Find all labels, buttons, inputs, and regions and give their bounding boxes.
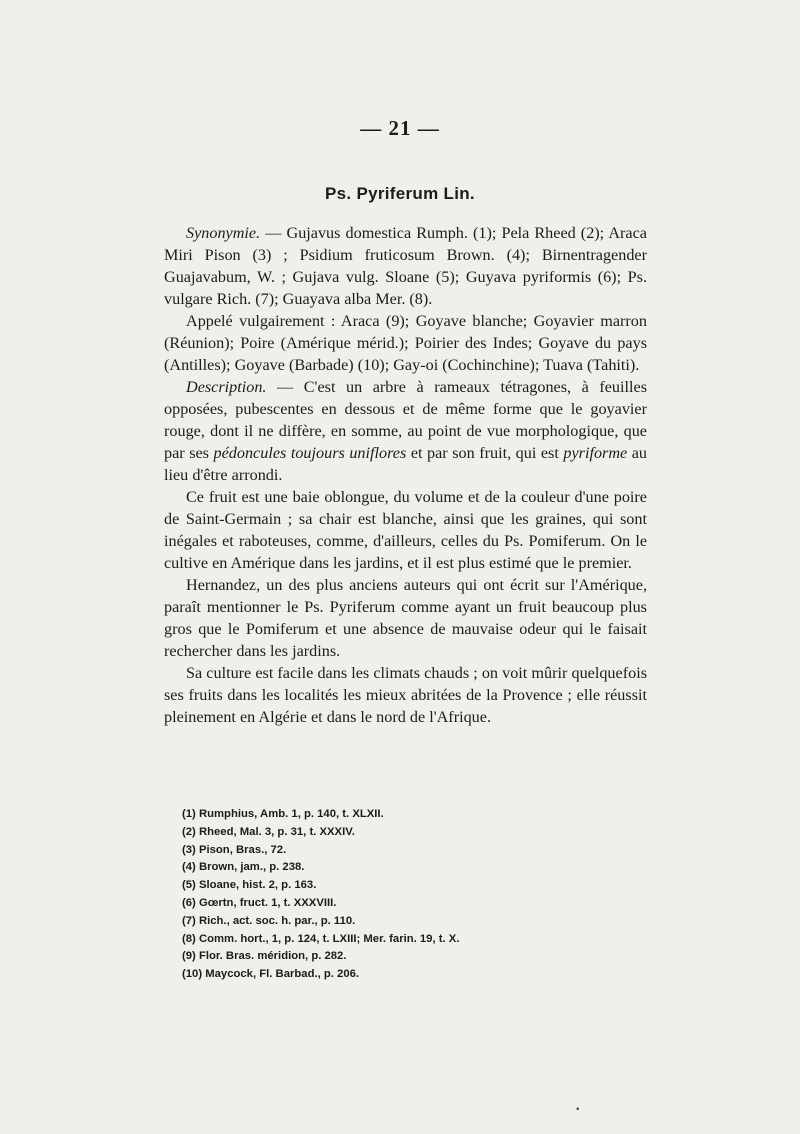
scan-speck: ▪ (576, 1104, 580, 1115)
footnote: (8) Comm. hort., 1, p. 124, t. LXIII; Mer. farin. 19, t. X. (182, 932, 460, 945)
footnote: (4) Brown, jam., p. 238. (182, 861, 305, 874)
paragraph-fruit (164, 486, 647, 574)
paragraph-text: — C'est un arbre à rameaux tétragones, à feuilles opposées, pubescentes en dessous et de même forme que le goyavier rouge, dont il ne diffère, en somme, au point de vue morphologique, que par ses (164, 378, 647, 462)
footnote: (2) Rheed, Mal. 3, p. 31, t. XXXIV. (182, 825, 355, 838)
paragraph-text: Sa culture est facile dans les climats chauds ; on voit mûrir quelquefois ses fruits dans les localités les mieux abritées de la Provence ; elle réussit pleinement en Algérie et dans le nord de l'Afrique. (164, 664, 647, 726)
paragraph-text: et par son fruit, qui est (406, 444, 564, 462)
footnote: (5) Sloane, hist. 2, p. 163. (182, 879, 317, 892)
paragraph-description (164, 376, 647, 486)
paragraph-appele (164, 310, 647, 376)
body-text (164, 222, 647, 728)
italic-phrase: pédoncules toujours uniflores (213, 444, 407, 462)
paragraph-text: — Gujavus domestica Rumph. (1); Pela Rheed (2); Araca Miri Pison (3) ; Psidium fruticosum Brown. (4); Birnentragender Guajavabum, W. ; Gujava vulg. Sloane (5); Guyava pyriformis (6); Ps. vulgare Rich. (7); Guayava alba Mer. (8). (164, 224, 647, 308)
paragraph-label: Synonymie. (186, 224, 261, 242)
page-number: — 21 — (360, 116, 440, 140)
paragraph-culture (164, 662, 647, 728)
paragraph-synonymie (164, 222, 647, 310)
footnote: (6) Gœrtn, fruct. 1, t. XXXVIII. (182, 896, 337, 909)
footnote: (7) Rich., act. soc. h. par., p. 110. (182, 914, 356, 927)
italic-phrase: pyriforme (563, 444, 628, 462)
paragraph-label: Description. (186, 378, 267, 396)
footnote: (1) Rumphius, Amb. 1, p. 140, t. XLXII. (182, 808, 384, 820)
paragraph-hernandez (164, 574, 647, 662)
footnote: (3) Pison, Bras., 72. (182, 843, 287, 856)
paragraph-text: au lieu d'être arrondi. (164, 444, 648, 484)
paragraph-text: Ce fruit est une baie oblongue, du volume et de la couleur d'une poire de Saint-Germain ; sa chair est blanche, ainsi que les graines, qui sont inégales et raboteuses, comme, d'ailleurs, celles du Ps. Pomiferum. On le cultive en Amérique dans les jardins, et il est plus estimé que le premier. (164, 488, 647, 572)
footnote: (9) Flor. Bras. méridion, p. 282. (182, 950, 347, 963)
footnotes (182, 806, 642, 984)
paragraph-text: Hernandez, un des plus anciens auteurs qui ont écrit sur l'Amérique, paraît mentionner le Ps. Pyriferum comme ayant un fruit beaucoup plus gros que le Pomiferum et une absence de mauvaise odeur qui le faisait rechercher dans les jardins. (164, 576, 647, 660)
section-heading: Ps. Pyriferum Lin. (325, 184, 475, 203)
footnote: (10) Maycock, Fl. Barbad., p. 206. (182, 968, 360, 981)
paragraph-text: Appelé vulgairement : Araca (9); Goyave blanche; Goyavier marron (Réunion); Poire (Amérique mérid.); Poirier des Indes; Goyave du pays (Antilles); Goyave (Barbade) (10); Gay-oi (Cochinchine); Tuava (Tahiti). (164, 312, 647, 374)
